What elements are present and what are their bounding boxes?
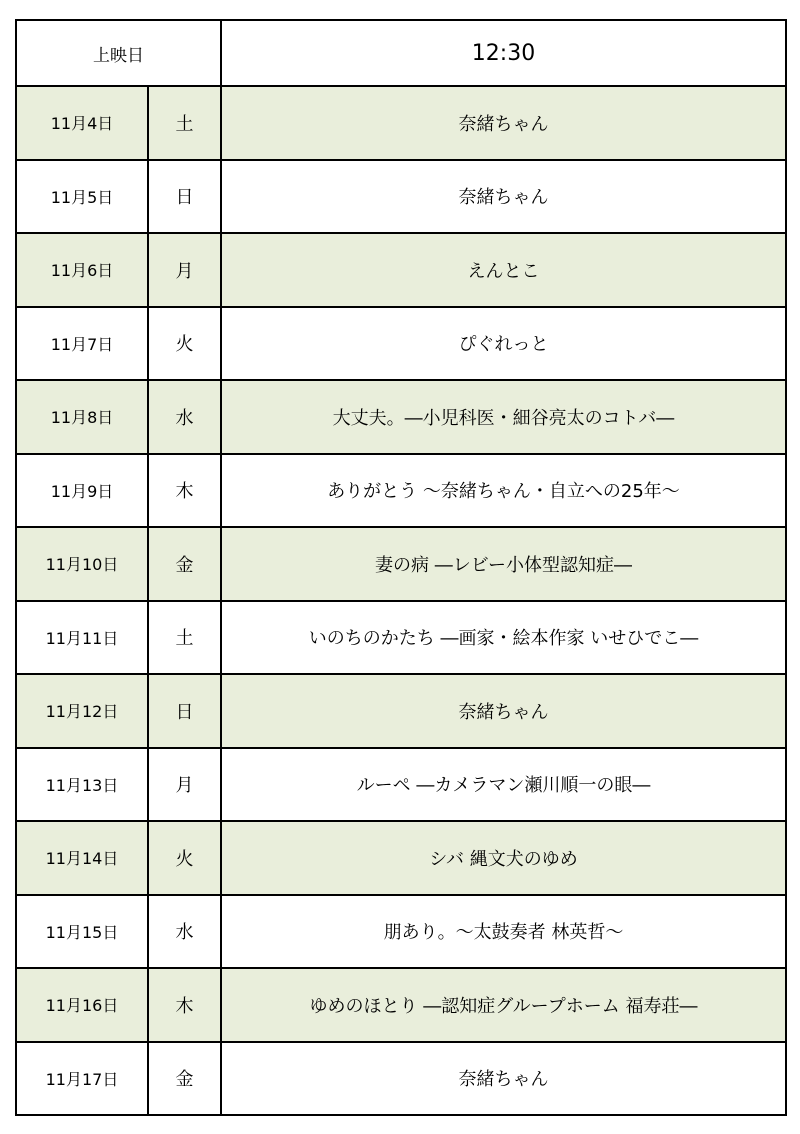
weekday: 日 [148,160,221,234]
screening-date: 11月14日 [16,821,148,895]
weekday: 月 [148,233,221,307]
weekday: 土 [148,601,221,675]
weekday: 木 [148,454,221,528]
film-title: 奈緒ちゃん [221,674,786,748]
weekday: 月 [148,748,221,822]
screening-date: 11月7日 [16,307,148,381]
screening-date: 11月8日 [16,380,148,454]
weekday: 火 [148,821,221,895]
screening-date: 11月12日 [16,674,148,748]
schedule-row [16,601,786,675]
weekday: 火 [148,307,221,381]
weekday: 木 [148,968,221,1042]
screening-date-header: 上映日 [16,20,221,86]
film-title: シバ 縄文犬のゆめ [221,821,786,895]
screening-date: 11月17日 [16,1042,148,1116]
weekday: 日 [148,674,221,748]
schedule-row [16,748,786,822]
film-title: 妻の病 ―レビー小体型認知症― [221,527,786,601]
film-title: 奈緒ちゃん [221,86,786,160]
weekday: 土 [148,86,221,160]
film-title: ルーペ ―カメラマン瀬川順一の眼― [221,748,786,822]
screening-date: 11月15日 [16,895,148,969]
screening-date: 11月13日 [16,748,148,822]
schedule-row [16,895,786,969]
film-title: ゆめのほとり ―認知症グループホーム 福寿荘― [221,968,786,1042]
screening-date: 11月4日 [16,86,148,160]
schedule-row [16,233,786,307]
screening-time-header: 12:30 [221,20,786,86]
film-title: ぴぐれっと [221,307,786,381]
schedule-row [16,307,786,381]
screening-date: 11月6日 [16,233,148,307]
screening-date: 11月9日 [16,454,148,528]
film-title: 奈緒ちゃん [221,1042,786,1116]
schedule-row [16,160,786,234]
film-title: 朋あり。～太鼓奏者 林英哲～ [221,895,786,969]
schedule-row [16,1042,786,1116]
schedule-row [16,674,786,748]
film-title: ありがとう ～奈緒ちゃん・自立への25年～ [221,454,786,528]
schedule-row [16,821,786,895]
schedule-row [16,968,786,1042]
schedule-row [16,527,786,601]
film-title: いのちのかたち ―画家・絵本作家 いせひでこ― [221,601,786,675]
schedule-body [16,20,786,1115]
weekday: 水 [148,380,221,454]
screening-date: 11月11日 [16,601,148,675]
weekday: 金 [148,1042,221,1116]
header-row [16,20,786,86]
screening-date: 11月16日 [16,968,148,1042]
schedule-row [16,380,786,454]
weekday: 水 [148,895,221,969]
film-title: えんとこ [221,233,786,307]
schedule-row [16,454,786,528]
weekday: 金 [148,527,221,601]
film-title: 大丈夫。―小児科医・細谷亮太のコトバ― [221,380,786,454]
schedule-row [16,86,786,160]
screening-schedule-table [15,19,787,1116]
screening-date: 11月5日 [16,160,148,234]
screening-date: 11月10日 [16,527,148,601]
film-title: 奈緒ちゃん [221,160,786,234]
